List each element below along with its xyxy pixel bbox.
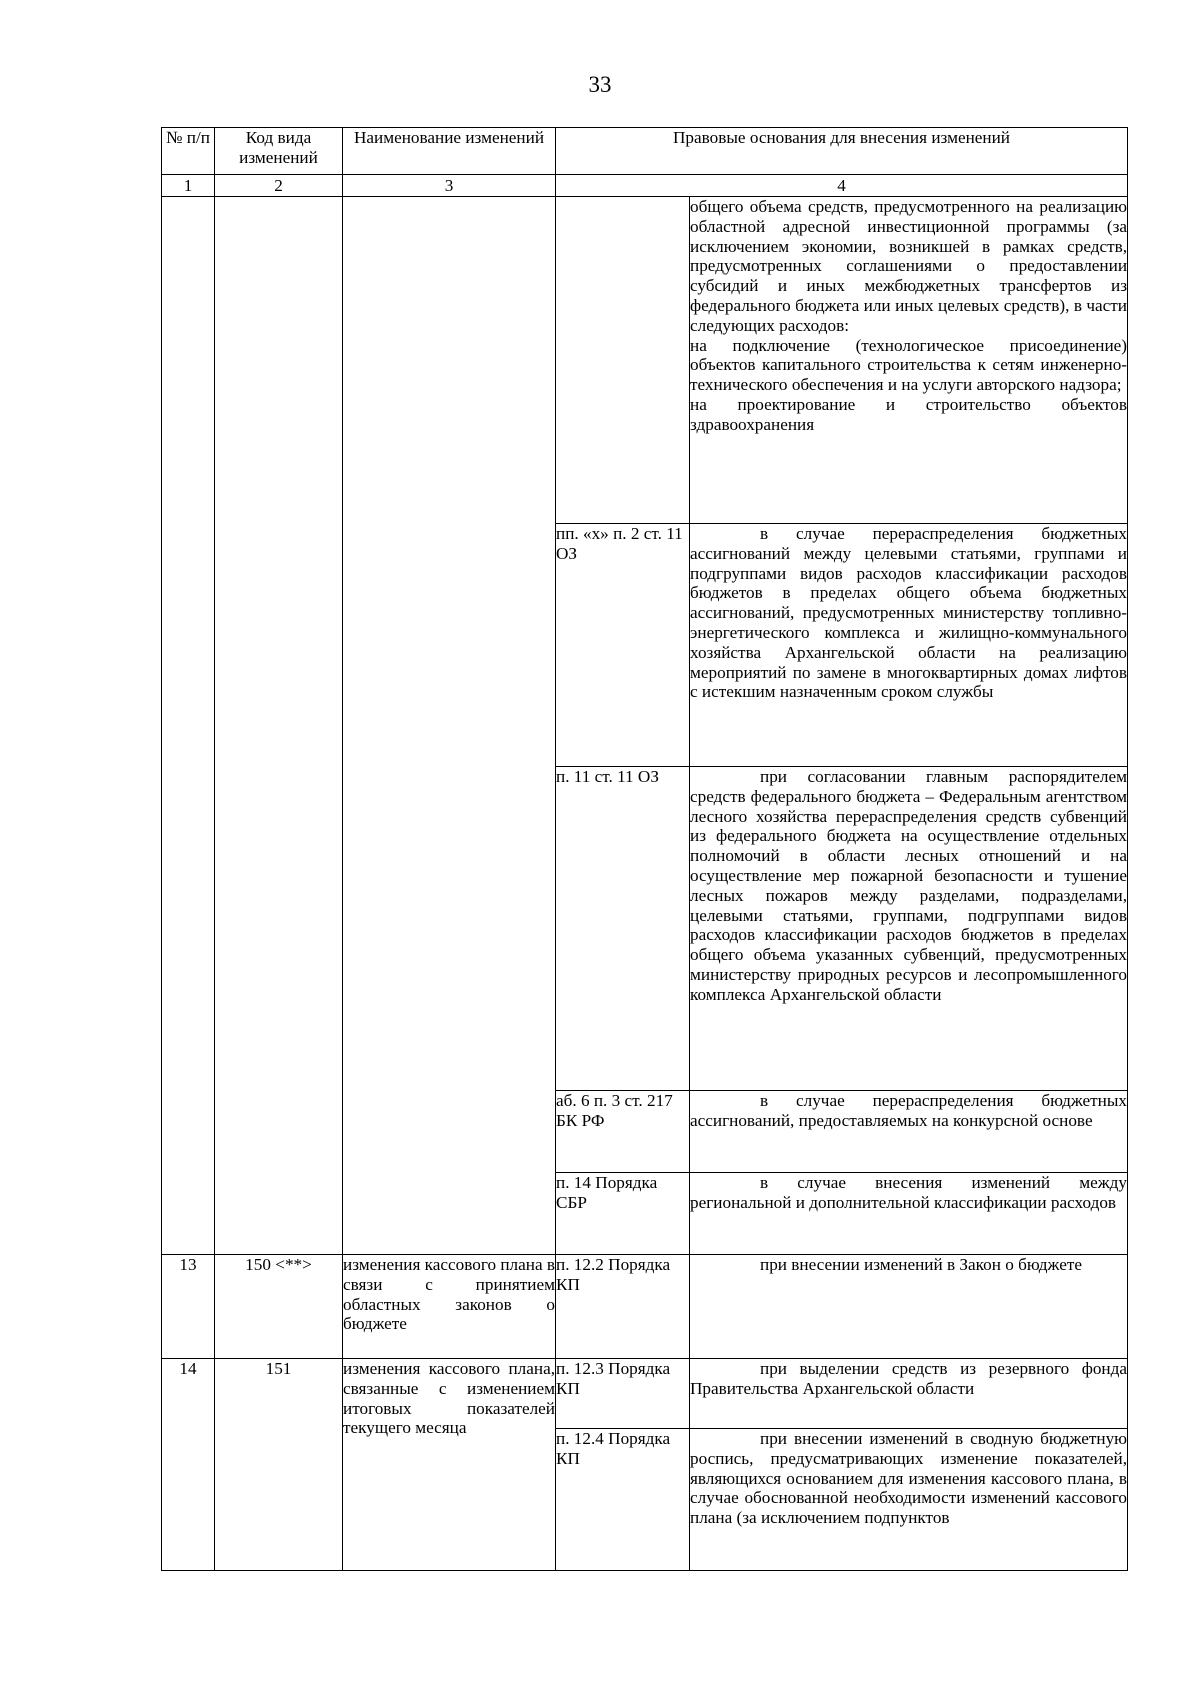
header-number: № п/п [162, 128, 215, 175]
basis-paragraph: при согласовании главным распорядителем средств федерального бюджета – Федеральным агентством лесного хозяйства перераспределения средств субвенций из федерального бюджета на осуществление отдельных полномочий в области лесных отношений и на осуществление мер пожарной безопасности и тушение лесных пожаров между разделами, подразделами, целевыми статьями, группами, подгруппами видов расходов классификации расходов бюджетов в пределах общего объема указанных субвенций, предусмотренных министерству природных ресурсов и лесопромышленного комплекса Архангельской области [690, 767, 1128, 1004]
page-number: 33 [588, 72, 612, 97]
basis-paragraph: при выделении средств из резервного фонда Правительства Архангельской области [690, 1359, 1128, 1398]
legal-basis-text [690, 1255, 1128, 1359]
continued-number-cell [162, 197, 215, 1255]
column-number-2: 2 [215, 175, 343, 197]
change-code: 151 [215, 1359, 343, 1571]
legal-basis-text [690, 767, 1128, 1091]
change-name: изменения кассового плана в связи с принятием областных законов о бюджете [343, 1255, 556, 1359]
table-row [162, 1255, 1128, 1359]
column-number-row [162, 175, 1128, 197]
legal-basis-text [690, 1359, 1128, 1429]
row-number: 13 [162, 1255, 215, 1359]
continued-code-cell [215, 197, 343, 1255]
legal-basis-text [690, 1173, 1128, 1255]
change-code: 150 <**> [215, 1255, 343, 1359]
continued-name-cell [343, 197, 556, 1255]
legal-reference: п. 12.2 Порядка КП [556, 1255, 690, 1359]
column-number-4: 4 [556, 175, 1128, 197]
legal-basis-text [690, 197, 1128, 524]
header-legal-basis: Правовые основания для внесения изменений [556, 128, 1128, 175]
legal-basis-table [161, 127, 1128, 1571]
column-number-1: 1 [162, 175, 215, 197]
basis-paragraph: в случае перераспределения бюджетных ассигнований, предоставляемых на конкурсной основе [690, 1091, 1128, 1130]
legal-basis-text [690, 1429, 1128, 1571]
table-header-row [162, 128, 1128, 175]
legal-reference: аб. 6 п. 3 ст. 217 БК РФ [556, 1091, 690, 1173]
legal-reference: пп. «х» п. 2 ст. 11 ОЗ [556, 524, 690, 767]
basis-paragraph: на проектирование и строительство объектов здравоохранения [690, 394, 1128, 434]
header-change-code: Код вида изменений [215, 128, 343, 175]
row-number: 14 [162, 1359, 215, 1571]
basis-paragraph: при внесении изменений в Закон о бюджете [760, 1255, 1082, 1274]
change-name: изменения кассового плана, связанные с изменением итоговых показателей текущего месяца [343, 1359, 556, 1571]
column-number-3: 3 [343, 175, 556, 197]
basis-paragraph: в случае внесения изменений между региональной и дополнительной классификации расходов [690, 1173, 1128, 1212]
legal-reference: п. 14 Порядка СБР [556, 1173, 690, 1255]
table-row [162, 1359, 1128, 1429]
basis-paragraph: при внесении изменений в сводную бюджетную роспись, предусматривающих изменение показателей, являющихся основанием для изменения кассового плана, в случае обоснованной необходимости изменений кассового плана (за исключением подпунктов [690, 1429, 1128, 1528]
legal-reference: п. 11 ст. 11 ОЗ [556, 767, 690, 1091]
header-change-name: Наименование изменений [343, 128, 556, 175]
legal-basis-text [690, 1091, 1128, 1173]
legal-reference: п. 12.3 Порядка КП [556, 1359, 690, 1429]
basis-paragraph: на подключение (технологическое присоединение) объектов капитального строительства к сетям инженерно-технического обеспечения и на услуги авторского надзора; [690, 335, 1128, 395]
legal-basis-text [690, 524, 1128, 767]
basis-paragraph: общего объема средств, предусмотренного на реализацию областной адресной инвестиционной программы (за исключением экономии, возникшей в рамках средств, предусмотренных соглашениями о предоставлении субсидий и иных межбюджетных трансфертов из федерального бюджета или иных целевых средств), в части следующих расходов: [690, 197, 1128, 335]
basis-paragraph: в случае перераспределения бюджетных ассигнований между целевыми статьями, группами и подгруппами видов расходов классификации расходов бюджетов в пределах общего объема бюджетных ассигнований, предусмотренных министерству топливно-энергетического комплекса и жилищно-коммунального хозяйства Архангельской области на реализацию мероприятий по замене в многоквартирных домах лифтов с истекшим назначенным сроком службы [690, 524, 1128, 702]
table-row [162, 197, 1128, 524]
legal-reference [556, 197, 690, 524]
legal-reference: п. 12.4 Порядка КП [556, 1429, 690, 1571]
